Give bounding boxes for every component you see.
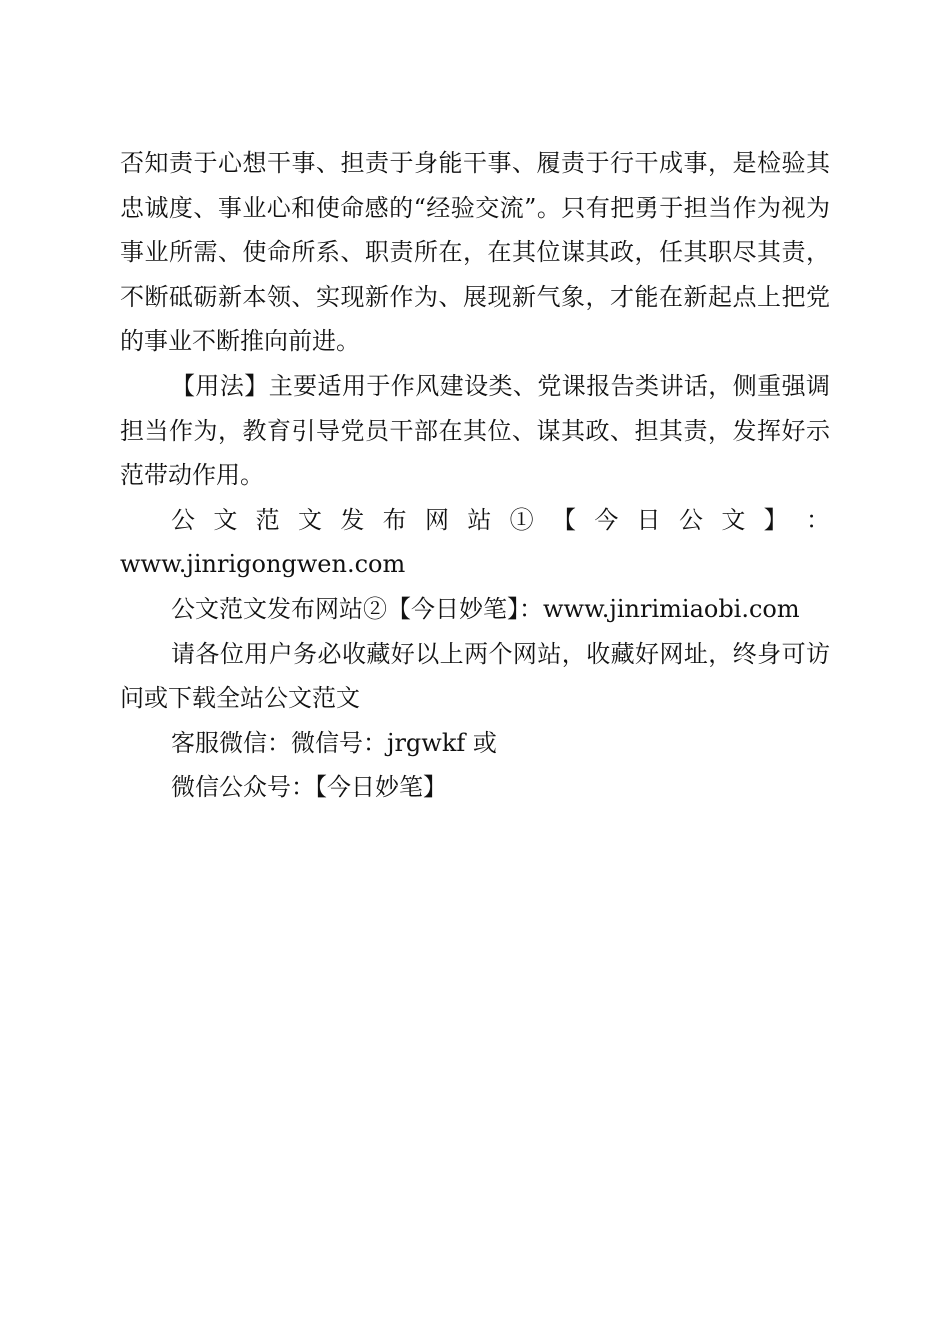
site-1-label: 公 文 范 文 发 布 网 站 ① 【 今 日 公 文 】 ： <box>171 505 830 534</box>
reminder-paragraph: 请各位用户务必收藏好以上两个网站，收藏好网址，终身可访问或下载全站公文范文 <box>120 639 830 713</box>
service-wechat-line: 客服微信：微信号：jrgwkf 或 <box>171 728 497 757</box>
body-paragraph: 否知责于心想干事、担责于身能干事、履责于行干成事，是检验其忠诚度、事业心和使命感的“经验交流”。只有把勇于担当作为视为事业所需、使命所系、职责所在，在其位谋其政，任其职尽其责，不断砥砺新本领、实现新作为、展现新气象，才能在新起点上把党的事业不断推向前进。 <box>120 149 830 356</box>
document-page <box>120 141 830 810</box>
usage-paragraph: 【用法】主要适用于作风建设类、党课报告类讲话，侧重强调担当作为，教育引导党员干部在其位、谋其政、担其责，发挥好示范带动作用。 <box>120 371 830 490</box>
site-1-url[interactable]: www.jinrigongwen.com <box>120 550 406 579</box>
official-account-line: 微信公众号：【今日妙笔】 <box>171 773 447 802</box>
site-2-line: 公文范文发布网站②【今日妙笔】：www.jinrimiaobi.com <box>171 594 800 623</box>
